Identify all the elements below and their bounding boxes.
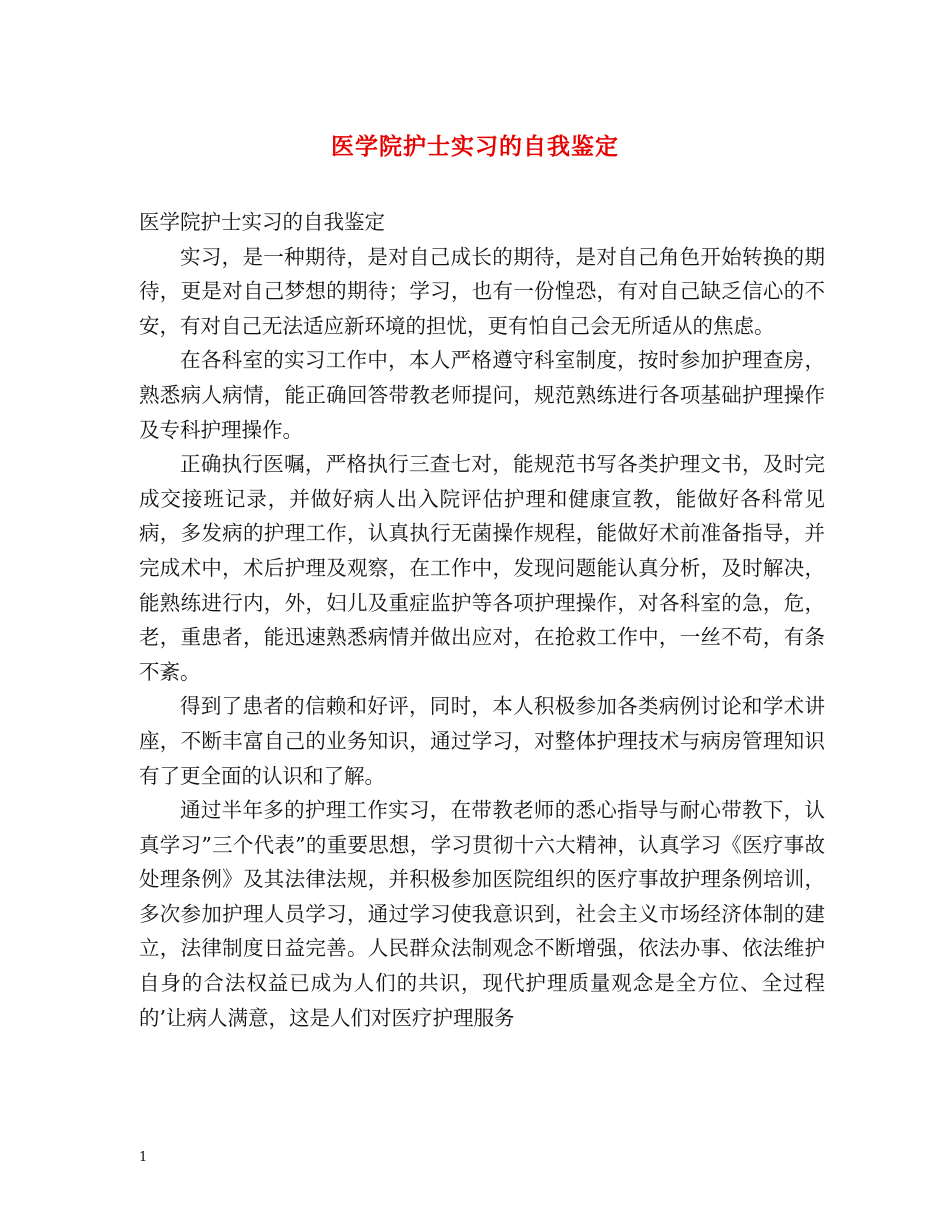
paragraph-4: 得到了患者的信赖和好评，同时，本人积极参加各类病例讨论和学术讲座，不断丰富自己的业务知识，通过学习，对整体护理技术与病房管理知识有了更全面的认识和了解。 bbox=[139, 694, 825, 788]
document-title: 医学院护士实习的自我鉴定 bbox=[331, 133, 619, 160]
document-body bbox=[139, 205, 825, 1035]
paragraph-2: 在各科室的实习工作中，本人严格遵守科室制度，按时参加护理查房，熟悉病人病情，能正确回答带教老师提问，规范熟练进行各项基础护理操作及专科护理操作。 bbox=[139, 348, 825, 442]
paragraph-3: 正确执行医嘱，严格执行三查七对，能规范书写各类护理文书，及时完成交接班记录，并做好病人出入院评估护理和健康宣教，能做好各科常见病，多发病的护理工作，认真执行无菌操作规程，能做好术前准备指导，并完成术中，术后护理及观察，在工作中，发现问题能认真分析，及时解决，能熟练进行内，外，妇儿及重症监护等各项护理操作，对各科室的急，危，老，重患者，能迅速熟悉病情并做出应对，在抢救工作中，一丝不苟，有条不紊。 bbox=[139, 452, 825, 684]
document-subtitle: 医学院护士实习的自我鉴定 bbox=[139, 210, 385, 234]
paragraph-1: 实习，是一种期待，是对自己成长的期待，是对自己角色开始转换的期待，更是对自己梦想的期待；学习，也有一份惶恐，有对自己缺乏信心的不安，有对自己无法适应新环境的担忧，更有怕自己会无所适从的焦虑。 bbox=[139, 244, 825, 338]
paragraph-5: 通过半年多的护理工作实习，在带教老师的悉心指导与耐心带教下，认真学习”三个代表”的重要思想，学习贯彻十六大精神，认真学习《医疗事故处理条例》及其法律法规，并积极参加医院组织的医疗事故护理条例培训，多次参加护理人员学习，通过学习使我意识到，社会主义市场经济体制的建立，法律制度日益完善。人民群众法制观念不断增强，依法办事、依法维护自身的合法权益已成为人们的共识，现代护理质量观念是全方位、全过程的’让病人满意，这是人们对医疗护理服务 bbox=[139, 798, 825, 1030]
page-number: 1 bbox=[139, 1150, 148, 1165]
